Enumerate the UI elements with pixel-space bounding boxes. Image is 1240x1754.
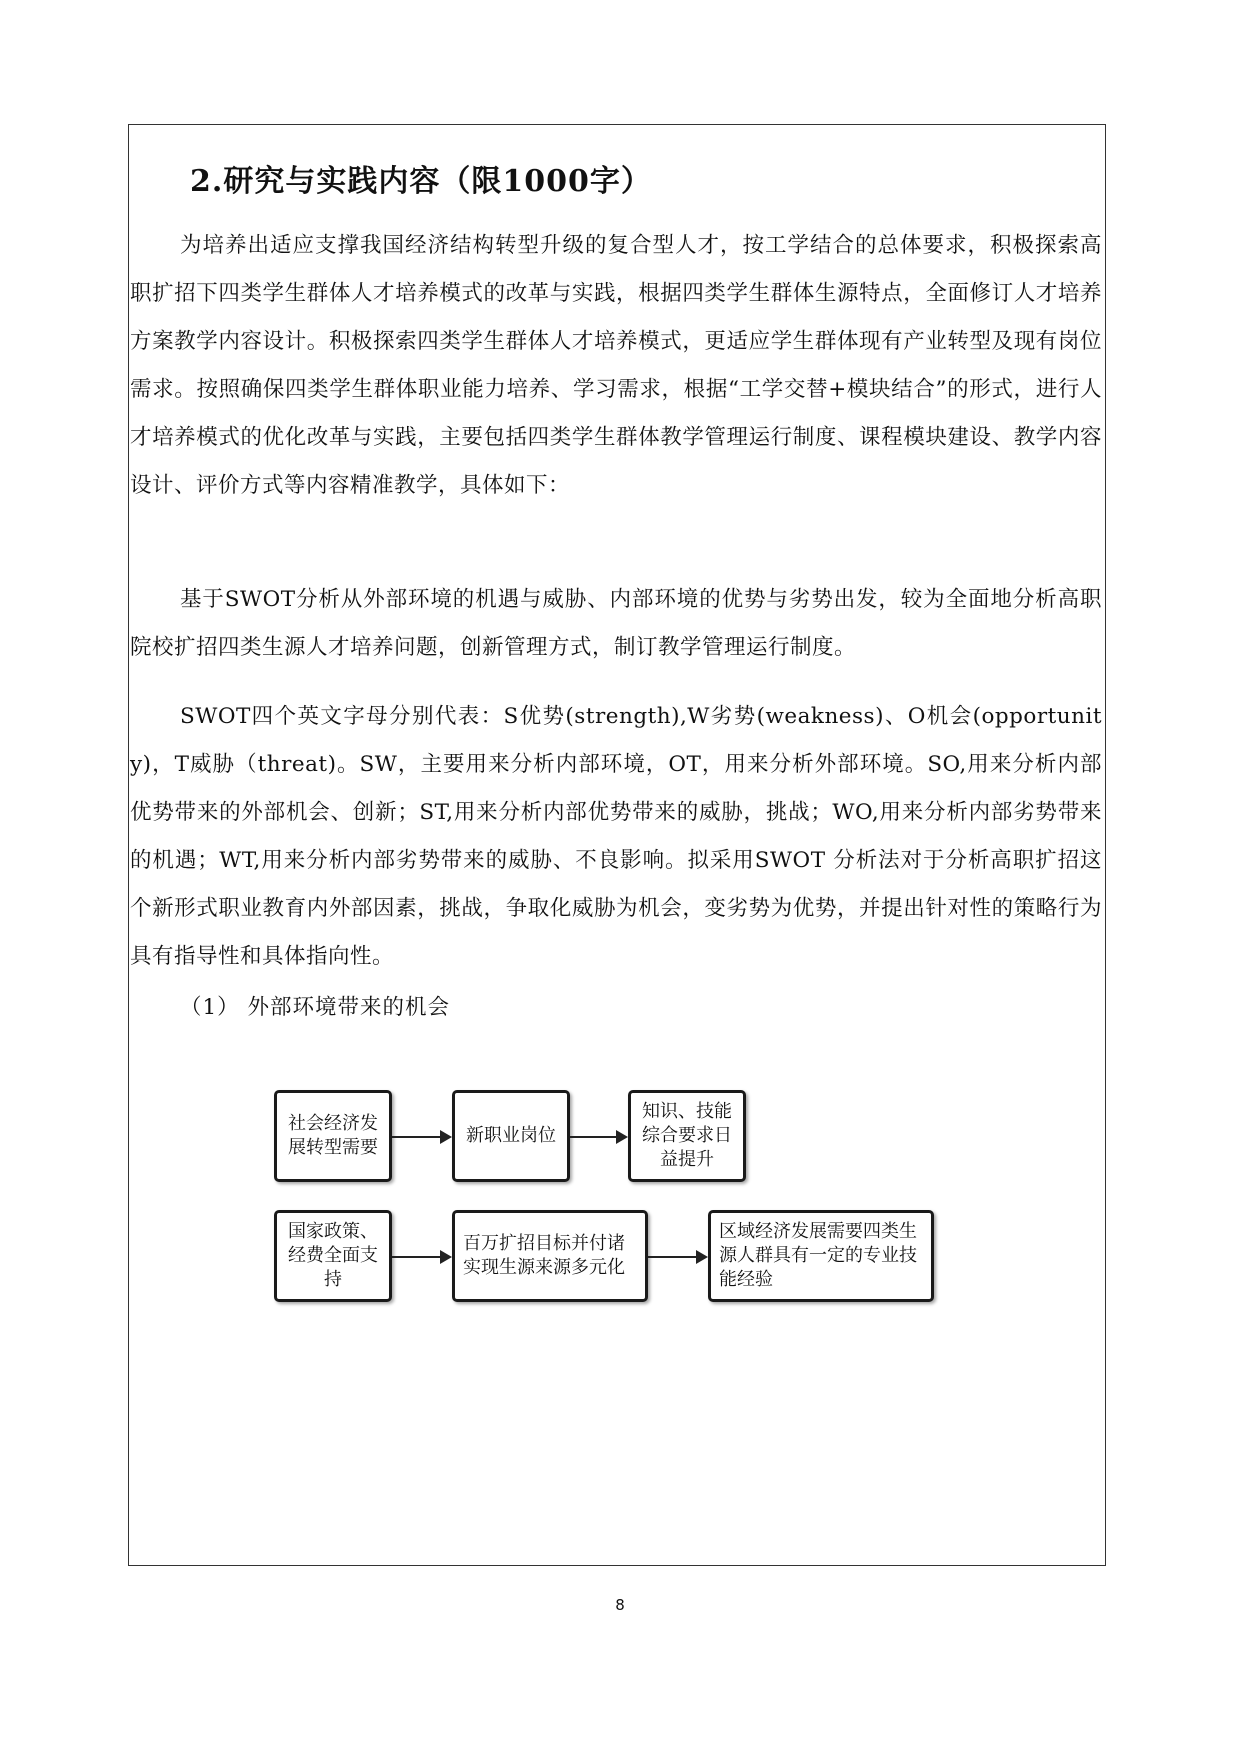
- arrow-row2-b: [648, 1256, 706, 1258]
- diagram-box-regional-economic-needs: 区域经济发展需要四类生源人群具有一定的专业技能经验: [708, 1210, 934, 1302]
- paragraph-swot-definition: SWOT四个英文字母分别代表：S优势(strength),W劣势(weakness)、O机会(opportunity)，T威胁（threat)。SW，主要用来分析内部环境，OT，用来分析外部环境。SO,用来分析内部优势带来的外部机会、创新；ST,用来分析内部优势带来的威胁，挑战；WO,用来分析内部劣势带来的机遇；WT,用来分析内部劣势带来的威胁、不良影响。拟采用SWOT 分析法对于分析高职扩招这个新形式职业教育内外部因素，挑战，争取化威胁为机会，变劣势为优势，并提出针对性的策略行为具有指导性和具体指向性。: [130, 704, 1102, 969]
- paragraph-swot-basis: 基于SWOT分析从外部环境的机遇与威胁、内部环境的优势与劣势出发，较为全面地分析高职院校扩招四类生源人才培养问题，创新管理方式，制订教学管理运行制度。: [130, 587, 1102, 660]
- subheading-external-opportunities: （1） 外部环境带来的机会: [180, 995, 451, 1020]
- diagram-box-policy-funding-support: 国家政策、经费全面支持: [274, 1210, 392, 1302]
- arrow-row2-a: [392, 1256, 450, 1258]
- diagram-box-social-economic-transformation: 社会经济发展转型需要: [274, 1090, 392, 1182]
- arrow-row1-b: [570, 1136, 626, 1138]
- flow-diagram: [260, 1060, 1020, 1360]
- diagram-box-enrollment-expansion: 百万扩招目标并付诸实现生源来源多元化: [452, 1210, 648, 1302]
- section-heading: 2.研究与实践内容（限1000字）: [190, 164, 652, 199]
- diagram-box-skill-requirements: 知识、技能综合要求日益提升: [628, 1090, 746, 1182]
- arrow-row1-a: [392, 1136, 450, 1138]
- paragraph-intro: 为培养出适应支撑我国经济结构转型升级的复合型人才，按工学结合的总体要求，积极探索高职扩招下四类学生群体人才培养模式的改革与实践，根据四类学生群体生源特点，全面修订人才培养方案教学内容设计。积极探索四类学生群体人才培养模式，更适应学生群体现有产业转型及现有岗位需求。按照确保四类学生群体职业能力培养、学习需求，根据“工学交替+模块结合”的形式，进行人才培养模式的优化改革与实践，主要包括四类学生群体教学管理运行制度、课程模块建设、教学内容设计、评价方式等内容精准教学，具体如下：: [130, 233, 1102, 498]
- diagram-box-new-jobs: 新职业岗位: [452, 1090, 570, 1182]
- page-number: 8: [615, 1596, 625, 1614]
